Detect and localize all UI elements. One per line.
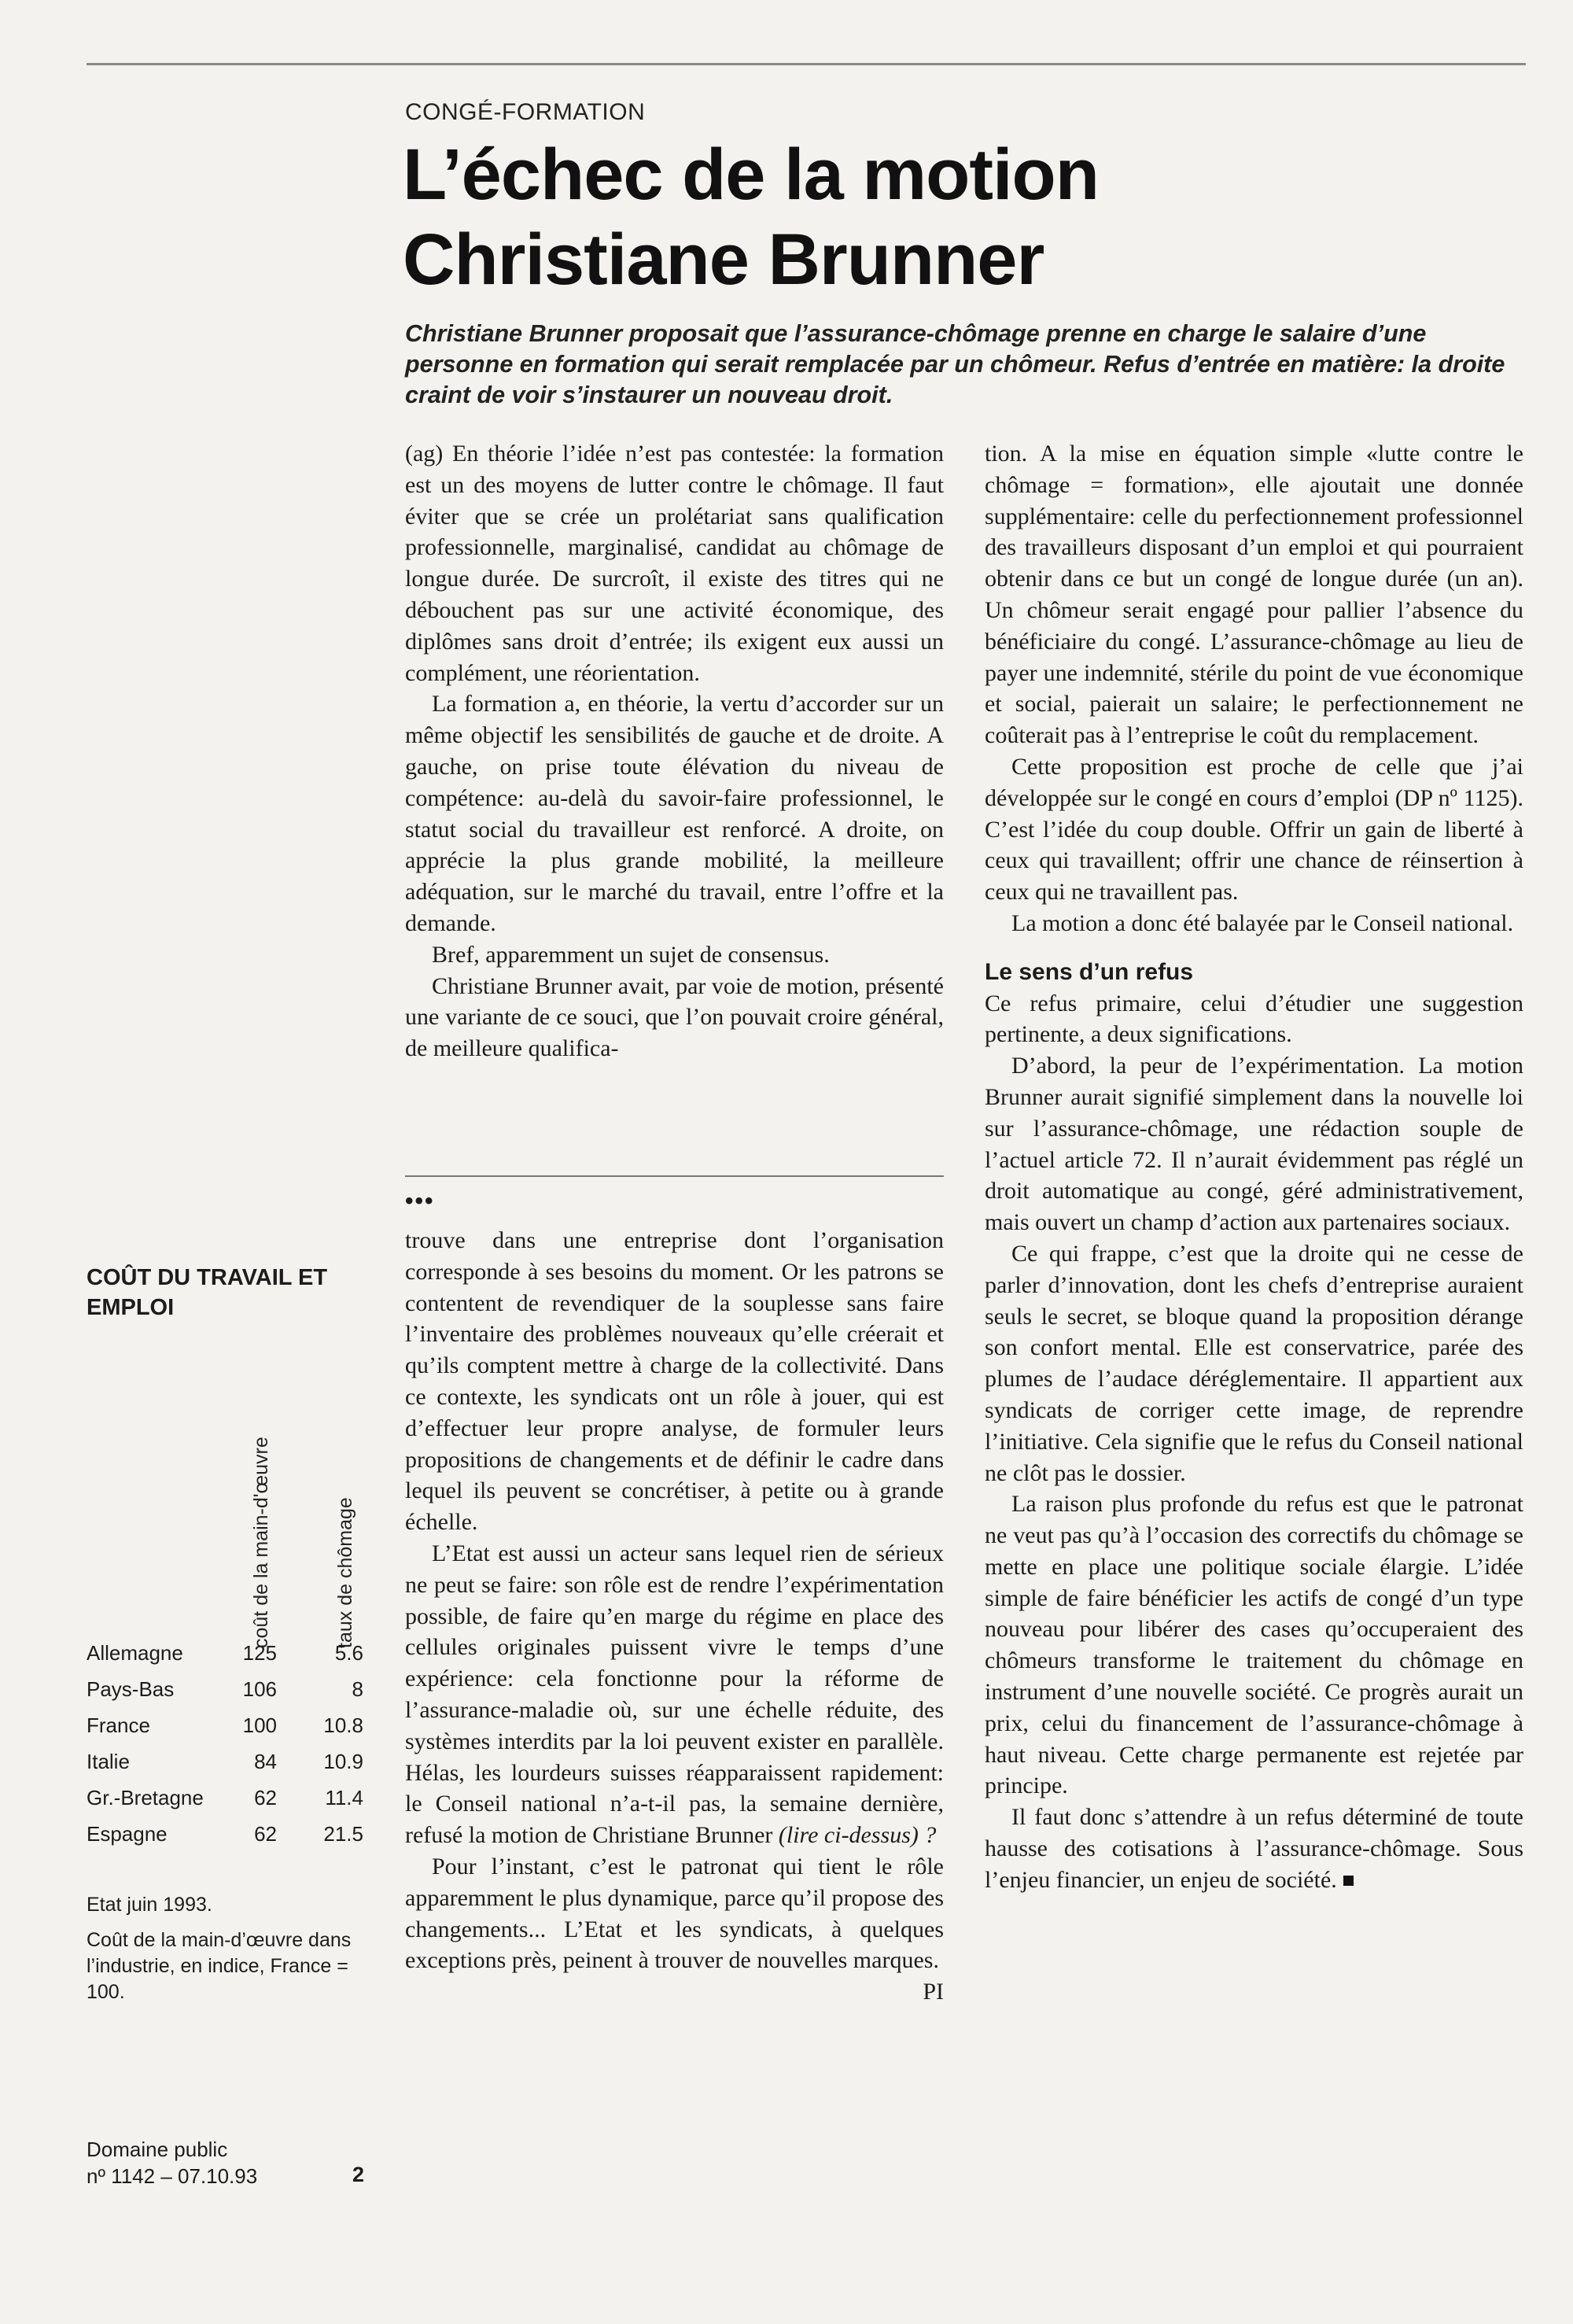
title-line-2: Christiane Brunner (403, 219, 1044, 300)
cross-reference: (lire ci-dessus) ? (778, 1822, 937, 1849)
table-row (87, 1743, 363, 1780)
section-divider (405, 1175, 944, 1177)
article-lead: Christiane Brunner proposait que l’assurance-chômage prenne en charge le salaire d’une personne en formation qui serait remplacée par un chômeur. Refus d’entrée en matière: la droite craint de voir s’instaurer un nouveau droit. (405, 320, 1505, 408)
table-cell-country: France (87, 1713, 150, 1737)
table-cell-country: Gr.-Bretagne (87, 1785, 204, 1809)
table-cell-country: Italie (87, 1749, 130, 1773)
table-row (87, 1816, 363, 1852)
article-column-1 (405, 438, 944, 1064)
column-header-cost: coût de la main-d'œuvre (250, 1437, 272, 1648)
table-cell-cost: 125 (242, 1640, 277, 1665)
table-cell-rate: 10.8 (323, 1713, 363, 1737)
table-cell-rate: 21.5 (323, 1821, 363, 1846)
table-cell-cost: 62 (254, 1785, 277, 1809)
continuation-marker: ••• (405, 1188, 435, 1214)
paragraph-text: Il faut donc s’attendre à un refus déterminé de toute hausse des cotisations à l’assurance-chômage. Sous l’enjeu financier, un enjeu de société. (985, 1804, 1523, 1893)
paragraph: Bref, apparemment un sujet de consensus. (432, 941, 830, 968)
paragraph: La formation a, en théorie, la vertu d’accorder sur un même objectif les sensibilités de gauche et de droite. A gauche, on prise toute élévation du niveau de compétence: au-delà du savoir-faire professionnel, le statut social du travailleur est renforcé. A droite, on apprécie la plus grande mobilité, la meilleure adéquation, sur le marché du travail, entre l’offre et la demande. (405, 691, 944, 936)
subheading: Le sens d’un refus (985, 958, 1194, 985)
article-title (403, 132, 1504, 302)
paragraph: Pour l’instant, c’est le patronat qui tient le rôle apparemment le plus dynamique, parce qu’il propose des changements... L’Etat et les syndicats, à quelques exceptions près, peinent à trouver de nouvelles marques. (405, 1853, 944, 1974)
paragraph-text: L’Etat est aussi un acteur sans lequel rien de sérieux ne peut se faire: son rôle est de rendre l’expérimentation possible, de faire qu’en marge du régime en place des cellules originales puissent vivre le temps d’une expérience: cela fonctionne pour la réforme de l’assurance-maladie où, sur une échelle réduite, des systèmes interdits par la loi peuvent exister en parallèle. Hélas, les lourdeurs suisses réapparaissent rapidement: le Conseil national n’a-t-il pas, la semaine dernière, refusé la motion de Christiane Brunner (405, 1540, 944, 1849)
table-cell-cost: 106 (242, 1677, 277, 1701)
table-cell-rate: 11.4 (325, 1785, 363, 1809)
paragraph: (ag) En théorie l’idée n’est pas contestée: la formation est un des moyens de lutter contre le chômage. Il faut éviter que se crée un prolétariat sans qualification professionnelle, marginalisé, candidat au chômage de longue durée. De surcroît, il existe des titres qui ne débouchent pas sur une activité économique, des diplômes sans droit d’entrée; ils exigent eux aussi un complément, une réorientation. (405, 441, 944, 686)
page-number: 2 (352, 2163, 365, 2186)
paragraph-continued: tion. A la mise en équation simple «lutte contre le chômage = formation», elle ajoutait une donnée supplémentaire: celle du perfectionnement professionnel des travailleurs disposant d’un emploi et qui pourraient obtenir dans ce but un congé de longue durée (un an). Un chômeur serait engagé pour pallier l’absence du bénéficiaire du congé. L’assurance-chômage au lieu de payer une indemnité, stérile du point de vue économique et social, paierait un salaire; le perfectionnement ne coûterait pas à l’entreprise le coût du remplacement. (985, 441, 1523, 749)
table-cell-rate: 5.6 (334, 1640, 363, 1665)
table-cell-country: Espagne (87, 1821, 168, 1846)
cost-employment-table (87, 1635, 363, 1852)
publication-footer (87, 2136, 257, 2189)
paragraph: Ce qui frappe, c’est que la droite qui ne cesse de parler d’innovation, dont les chefs d’entreprise auraient seuls le secret, se bloque quand la proposition dérange son confort mental. Elle est conservatrice, parée des plumes de l’audace déréglementaire. Il appartient aux syndicats de corriger cette image, de reprendre l’initiative. Cela signifie que le refus du Conseil national ne clôt pas le dossier. (985, 1240, 1523, 1486)
publication-name: Domaine public (87, 2138, 228, 2161)
table-note-description: Coût de la main-d’œuvre dans l’industrie, en indice, France = 100. (87, 1929, 352, 2003)
paragraph: La motion a donc été balayée par le Conseil national. (1011, 909, 1514, 936)
author-signature: PI (923, 1979, 944, 2005)
paragraph: trouve dans une entreprise dont l’organisation corresponde à ses besoins du moment. Or les patrons se contentent de revendiquer de la souplesse sans faire l’inventaire des problèmes nouveaux qu’elle créerait et qu’ils comptent mettre à charge de la collectivité. Dans ce contexte, les syndicats ont un rôle à jouer, qui est d’effectuer leur propre analyse, de formuler leurs propositions de changements et de définir le cadre dans lequel ils peuvent se concrétiser, à petite ou à grande échelle. (405, 1227, 944, 1536)
paragraph: Cette proposition est proche de celle que j’ai développée sur le congé en cours d’emploi (DP nº 1125). C’est l’idée du coup double. Offrir un gain de liberté à ceux qui travaillent; offrir une chance de réinsertion à ceux qui ne travaillent pas. (985, 753, 1523, 906)
table-cell-rate: 10.9 (323, 1749, 363, 1773)
table-cell-country: Pays-Bas (87, 1677, 175, 1701)
title-line-1: L’échec de la motion (403, 135, 1099, 215)
top-rule (87, 63, 1526, 65)
paragraph-last (985, 1802, 1523, 1895)
article-column-2 (985, 438, 1523, 1896)
paragraph: D’abord, la peur de l’expérimentation. La motion Brunner aurait signifié simplement dans la nouvelle loi sur l’assurance-chômage, une rédaction souple de l’actuel article 72. Il n’aurait évidemment pas réglé un droit automatique au congé, géré administrativement, mais ouvert un champ d’action aux partenaires sociaux. (985, 1053, 1523, 1236)
section-kicker: CONGÉ-FORMATION (405, 99, 646, 125)
table-row (87, 1671, 363, 1707)
end-mark-icon (1343, 1876, 1354, 1886)
table-cell-country: Allemagne (87, 1640, 183, 1665)
table-row (87, 1780, 363, 1816)
table-row (87, 1635, 363, 1671)
sidebar-title: COÛT DU TRAVAIL ET EMPLOI (87, 1265, 328, 1320)
table-cell-cost: 84 (254, 1749, 277, 1773)
column-header-unemployment: taux de chômage (334, 1497, 356, 1648)
table-note-date: Etat juin 1993. (87, 1894, 212, 1916)
table-row (87, 1707, 363, 1743)
table-cell-rate: 8 (352, 1677, 363, 1701)
issue-info: nº 1142 – 07.10.93 (87, 2164, 258, 2188)
paragraph: La raison plus profonde du refus est que le patronat ne veut pas qu’à l’occasion des correctifs du chômage se mette en place une politique sociale élargie. L’idée simple de faire bénéficier les actifs de congé d’un type nouveau pour libérer des cases qu’occuperaient des chômeurs transforme le traitement du chômage en instrument d’une nouvelle société. Ce progrès aurait un prix, celui du financement de l’assurance-chômage à haut niveau. Cette charge permanente est rejetée par principe. (985, 1491, 1523, 1799)
paragraph: Ce refus primaire, celui d’étudier une suggestion pertinente, a deux significations. (985, 990, 1523, 1048)
paragraph-split: Christiane Brunner avait, par voie de motion, présenté une variante de ce souci, que l’on pouvait croire général, de meilleure qualifica- (405, 972, 944, 1062)
table-cell-cost: 62 (254, 1821, 277, 1846)
paragraph (405, 1538, 944, 1851)
continuation-column (405, 1225, 944, 2008)
table-cell-cost: 100 (242, 1713, 277, 1737)
